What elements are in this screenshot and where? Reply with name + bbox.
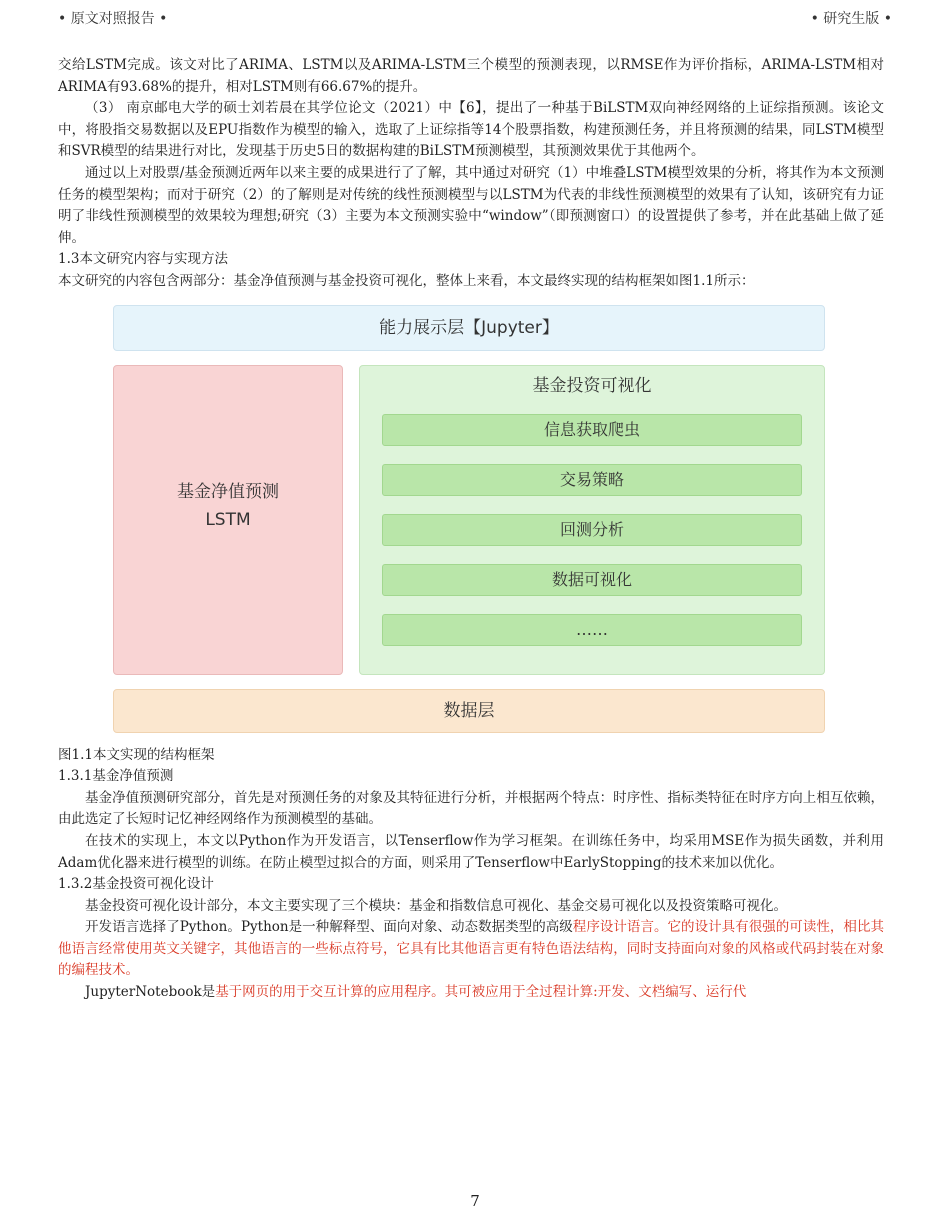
fund-nav-prediction-title: 基金净值预测 <box>177 481 279 502</box>
fund-visualization-box <box>359 365 825 675</box>
jupyter-text: JupyterNotebook是 <box>85 984 216 1001</box>
header-left-label: • 原文对照报告 • <box>58 11 168 27</box>
paragraph-python <box>58 917 884 982</box>
paragraph: 基金投资可视化设计部分，本文主要实现了三个模块：基金和指数信息可视化、基金交易可视化以及投资策略可视化。 <box>85 897 787 914</box>
fund-visualization-title: 基金投资可视化 <box>532 375 652 396</box>
header-right-label: • 研究生版 • <box>810 11 892 27</box>
module-trading-strategy: 交易策略 <box>382 464 802 496</box>
paragraph: 交给LSTM完成。该文对比了ARIMA、LSTM以及ARIMA-LSTM三个模型的预测表现，以RMSE作为评价指标，ARIMA-LSTM相对ARIMA有93.68%的提升，相对LSTM则有66.67%的提升。 <box>58 57 884 95</box>
section-heading-1-3-2: 1.3.2基金投资可视化设计 <box>58 876 214 893</box>
module-crawler: 信息获取爬虫 <box>382 414 802 446</box>
python-text: 开发语言选择了Python。Python是一种解释型、面向对象、动态数据类型的高级 <box>85 919 573 936</box>
figure-caption: 图1.1本文实现的结构框架 <box>58 746 215 763</box>
python-highlight: 程序设计语言。它的设计具有很强的可读性，相比其他语言经常使用英文关键字，其他语言的一些标点符号，它具有比其他语言更有特色语法结构，同时支持面向对象的风格或代码封装在对象的编程技术。 <box>58 919 884 979</box>
paragraph: 在技术的实现上，本文以Python作为开发语言，以Tenserflow作为学习框架。在训练任务中，均采用MSE作为损失函数，并利用Adam优化器来进行模型的训练。在防止模型过拟合的方面，则采用了Tenserflow中EarlyStopping的技术来加以优化。 <box>58 832 884 871</box>
paragraph: 本文研究的内容包含两部分：基金净值预测与基金投资可视化，整体上来看，本文最终实现的结构框架如图1.1所示： <box>58 272 755 289</box>
fund-nav-prediction-box <box>113 365 343 675</box>
page-header <box>58 8 892 32</box>
paragraph: 基金净值预测研究部分，首先是对预测任务的对象及其特征进行分析，并根据两个特点：时序性、指标类特征在时序方向上相互依赖，由此选定了长短时记忆神经网络作为预测模型的基础。 <box>58 789 884 828</box>
paragraph: （3） 南京邮电大学的硕士刘若晨在其学位论文（2021）中【6】，提出了一种基于BiLSTM双向神经网络的上证综指预测。该论文中，将股指交易数据以及EPU指数作为模型的输入，选取了上证综指等14个股票指数，构建预测任务，并且将预测的结果，同LSTM模型和SVR模型的结果进行对比，发现基于历史5日的数据构建的BiLSTM预测模型，其预测效果优于其他两个。 <box>58 100 884 160</box>
presentation-layer-box: 能力展示层【Jupyter】 <box>113 305 825 351</box>
data-layer-box: 数据层 <box>113 689 825 733</box>
jupyter-highlight: 基于网页的用于交互计算的应用程序。其可被应用于全过程计算:开发、文档编写、运行代 <box>215 984 747 1001</box>
lstm-label: LSTM <box>205 509 251 530</box>
paragraph-jupyter <box>58 982 884 1004</box>
architecture-figure <box>113 301 833 741</box>
page-number: 7 <box>470 1192 480 1210</box>
module-backtest: 回测分析 <box>382 514 802 546</box>
document-body <box>58 55 884 1004</box>
module-ellipsis: …… <box>382 614 802 646</box>
section-heading-1-3: 1.3本文研究内容与实现方法 <box>58 251 228 268</box>
module-data-visualization: 数据可视化 <box>382 564 802 596</box>
section-heading-1-3-1: 1.3.1基金净值预测 <box>58 768 174 785</box>
paragraph: 通过以上对股票/基金预测近两年以来主要的成果进行了了解，其中通过对研究（1）中堆叠LSTM模型效果的分析，将其作为本文预测任务的模型架构；而对于研究（2）的了解则是对传统的线性预测模型与以LSTM为代表的非线性预测模型的效果有了认知，该研究有力证明了非线性预测模型的效果较为理想;研究（3）主要为本文预测实验中“window”（即预测窗口）的设置提供了参考，并在此基础上做了延伸。 <box>58 164 884 246</box>
